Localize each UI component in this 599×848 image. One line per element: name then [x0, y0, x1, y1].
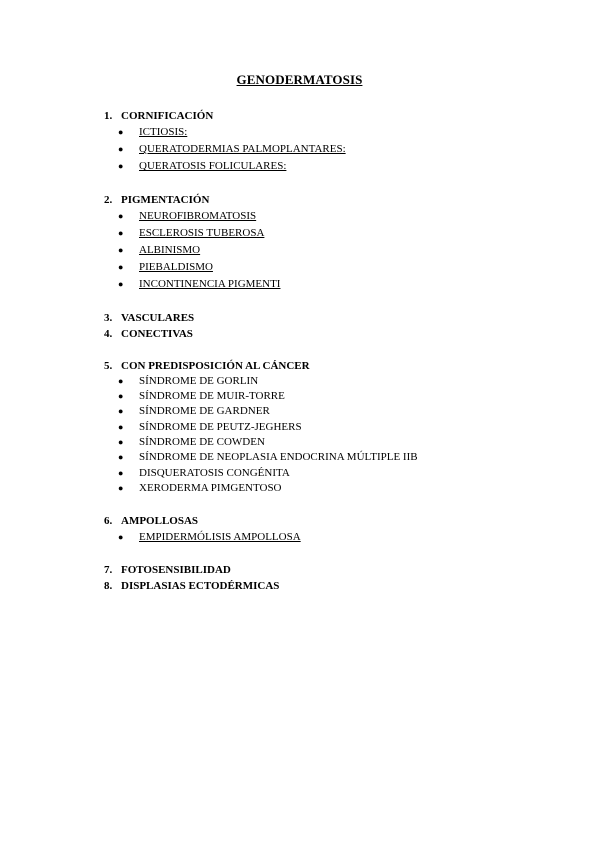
list-item [118, 481, 564, 496]
item-link[interactable]: INCONTINENCIA PIGMENTI [139, 278, 281, 291]
item-link[interactable]: ICTIOSIS: [139, 126, 188, 138]
section-title: CORNIFICACIÓN [121, 110, 214, 122]
section-number: 1. [104, 110, 113, 122]
list-item [118, 374, 564, 389]
item-text: SÍNDROME DE COWDEN [139, 436, 265, 449]
bullet-icon: ● [118, 531, 124, 542]
section-number: 8. [104, 579, 113, 592]
bullet-icon: ● [118, 244, 124, 255]
section-title: CON PREDISPOSICIÓN AL CÁNCER [121, 359, 310, 372]
list-item[interactable] [118, 141, 564, 158]
document-body [104, 108, 564, 594]
item-link[interactable]: QUERATOSIS FOLICULARES: [139, 160, 287, 173]
section-title: PIGMENTACIÓN [121, 193, 210, 206]
item-link[interactable]: PIEBALDISMO [139, 261, 213, 274]
bullet-icon: ● [118, 210, 124, 221]
section-conectivas [104, 326, 564, 342]
item-list [104, 529, 564, 546]
item-text: DISQUERATOSIS CONGÉNITA [139, 466, 290, 479]
bullet-icon: ● [118, 467, 124, 478]
bullet-icon: ● [118, 452, 124, 463]
section-number: 4. [104, 327, 113, 340]
section-title: CONECTIVAS [121, 327, 193, 340]
section-pigmentacion [104, 192, 564, 294]
item-text: SÍNDROME DE GORLIN [139, 374, 259, 387]
list-item[interactable] [118, 158, 564, 175]
bullet-icon: ● [118, 406, 124, 417]
list-item[interactable] [118, 529, 564, 546]
item-link[interactable]: EMPIDERMÓLISIS AMPOLLOSA [139, 530, 301, 543]
item-list [104, 124, 564, 176]
list-item [118, 450, 564, 465]
section-vasculares [104, 310, 564, 326]
bullet-icon: ● [118, 390, 124, 401]
section-number: 6. [104, 514, 113, 527]
item-list [104, 374, 564, 497]
bullet-icon: ● [118, 279, 124, 290]
bullet-icon: ● [118, 144, 124, 155]
section-fotosensibilidad [104, 562, 564, 578]
section-heading [104, 326, 564, 342]
section-heading [104, 578, 564, 594]
section-displasias-ectodermicas [104, 578, 564, 594]
list-item [118, 404, 564, 419]
list-item[interactable] [118, 225, 564, 242]
section-cornificacion [104, 108, 564, 176]
section-ampollosas [104, 513, 564, 546]
section-predisposicion-cancer [104, 358, 564, 497]
item-link[interactable]: ESCLEROSIS TUBEROSA [139, 226, 265, 239]
bullet-icon: ● [118, 227, 124, 238]
section-title: AMPOLLOSAS [121, 514, 199, 527]
bullet-icon: ● [118, 127, 124, 137]
list-item [118, 435, 564, 450]
section-title: VASCULARES [121, 311, 195, 324]
section-heading [104, 358, 564, 374]
bullet-icon: ● [118, 421, 124, 432]
item-text: SÍNDROME DE NEOPLASIA ENDOCRINA MÚLTIPLE IIB [139, 451, 418, 464]
bullet-icon: ● [118, 375, 124, 386]
item-text: XERODERMA PIMGENTOSO [139, 482, 282, 495]
section-title: FOTOSENSIBILIDAD [121, 563, 231, 576]
list-item [118, 389, 564, 404]
item-list [104, 208, 564, 294]
list-item[interactable] [118, 124, 564, 141]
bullet-icon: ● [118, 483, 124, 494]
section-heading [104, 108, 564, 124]
section-number: 7. [104, 563, 113, 576]
section-heading [104, 310, 564, 326]
item-link[interactable]: QUERATODERMIAS PALMOPLANTARES: [139, 143, 346, 156]
item-text: SÍNDROME DE PEUTZ-JEGHERS [139, 420, 302, 433]
item-link[interactable]: NEUROFIBROMATOSIS [139, 209, 257, 222]
list-item[interactable] [118, 276, 564, 293]
bullet-icon: ● [118, 161, 124, 172]
section-heading [104, 562, 564, 578]
section-number: 3. [104, 311, 113, 324]
section-number: 5. [104, 359, 113, 372]
section-number: 2. [104, 193, 113, 206]
item-text: SÍNDROME DE GARDNER [139, 405, 270, 418]
list-item[interactable] [118, 259, 564, 276]
item-text: SÍNDROME DE MUIR-TORRE [139, 389, 285, 402]
list-item[interactable] [118, 208, 564, 225]
section-title: DISPLASIAS ECTODÉRMICAS [121, 579, 280, 592]
list-item [118, 466, 564, 481]
bullet-icon: ● [118, 437, 124, 448]
list-item [118, 420, 564, 435]
section-heading [104, 192, 564, 208]
document-title: GENODERMATOSIS [236, 72, 363, 87]
list-item[interactable] [118, 242, 564, 259]
item-link[interactable]: ALBINISMO [139, 243, 201, 256]
bullet-icon: ● [118, 262, 124, 273]
section-heading [104, 513, 564, 529]
